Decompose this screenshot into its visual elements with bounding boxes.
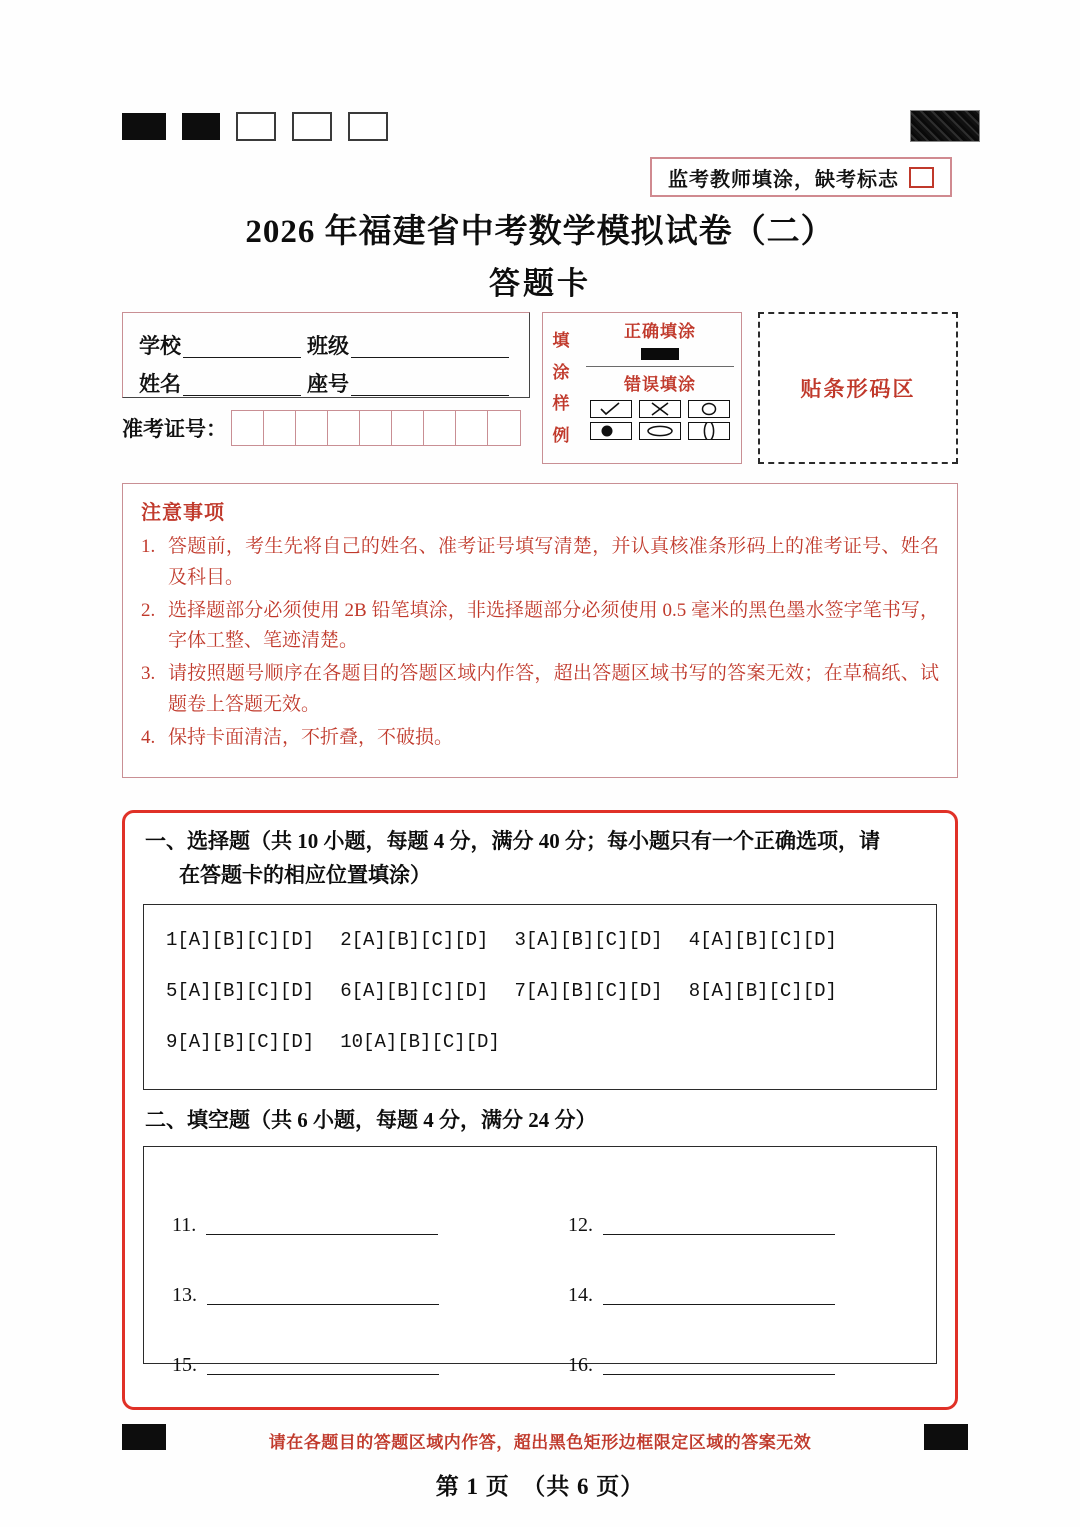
blank-number: 13. <box>172 1284 197 1307</box>
class-input[interactable] <box>351 333 509 358</box>
cross-icon <box>639 400 681 418</box>
student-field-box <box>122 312 530 398</box>
note-number: 4. <box>141 726 156 748</box>
correct-fill-mark <box>641 348 679 360</box>
note-number: 1. <box>141 536 156 557</box>
barcode-area-label: 贴条形码区 <box>800 377 916 401</box>
fill-example-main <box>579 313 741 463</box>
blank-item-11 <box>144 1173 540 1235</box>
absent-flag-label: 监考教师填涂，缺考标志 <box>668 168 899 191</box>
circle-outline-icon <box>688 400 730 418</box>
exam-id-cell[interactable] <box>456 411 488 445</box>
vertical-ellipse-icon <box>688 422 730 440</box>
note-item <box>141 723 939 754</box>
exam-id-cell[interactable] <box>264 411 296 445</box>
note-text: 选择题部分必须使用 2B 铅笔填涂，非选择题部分必须使用 0.5 毫米的黑色墨水签字笔书写，字体工整、笔迹清楚。 <box>168 599 939 652</box>
timing-mark-filled-1 <box>122 113 166 140</box>
wrong-fill-title: 错误填涂 <box>624 375 696 394</box>
fill-example-side-label <box>543 313 579 463</box>
exam-id-row <box>122 410 530 446</box>
choice-item-3[interactable]: 3[A][B][C][D] <box>514 929 663 952</box>
choice-item-6[interactable]: 6[A][B][C][D] <box>340 980 489 1003</box>
fill-side-char-4: 例 <box>552 426 570 446</box>
choice-item-1[interactable]: 1[A][B][C][D] <box>166 929 315 952</box>
student-fields <box>122 312 530 446</box>
student-info-strip <box>122 312 958 472</box>
seat-label: 座号 <box>307 372 349 396</box>
choice-answer-box <box>143 904 937 1090</box>
choice-item-10[interactable]: 10[A][B][C][D] <box>340 1031 500 1054</box>
choice-heading-line1: 一、选择题（共 10 小题，每题 4 分，满分 40 分；每小题只有一个正确选项，请 <box>145 829 880 853</box>
school-label: 学校 <box>139 334 181 358</box>
blank-input[interactable] <box>603 1216 835 1235</box>
fill-example-box <box>542 312 742 464</box>
filled-dot-icon <box>590 422 632 440</box>
barcode-area <box>758 312 958 464</box>
note-item <box>141 659 939 721</box>
note-text: 请按照题号顺序在各题目的答题区域内作答，超出答题区域书写的答案无效；在草稿纸、试题卷上答题无效。 <box>168 663 939 715</box>
blank-item-14 <box>540 1243 936 1305</box>
blank-input[interactable] <box>603 1286 835 1305</box>
timing-mark-hollow-2 <box>292 112 332 141</box>
exam-id-cell[interactable] <box>488 411 520 445</box>
exam-id-cell[interactable] <box>360 411 392 445</box>
blank-answer-box <box>143 1146 937 1377</box>
blank-input[interactable] <box>207 1356 439 1375</box>
blank-number: 11. <box>172 1214 197 1237</box>
blank-input[interactable] <box>206 1216 438 1235</box>
note-item <box>141 596 939 658</box>
exam-id-cell[interactable] <box>328 411 360 445</box>
absent-flag-checkbox[interactable] <box>909 167 934 188</box>
wrong-fill-row-2 <box>590 422 730 440</box>
choice-item-8[interactable]: 8[A][B][C][D] <box>688 980 837 1003</box>
class-label: 班级 <box>307 334 349 358</box>
answer-sections-frame <box>122 810 958 1410</box>
page-subtitle: 答题卡 <box>489 266 591 301</box>
school-class-line <box>139 322 515 360</box>
note-text: 答题前，考生先将自己的姓名、准考证号填写清楚，并认真核准条形码上的准考证号、姓名及科目。 <box>168 536 939 588</box>
footer-page-number: 第 1 页 （共 6 页） <box>435 1474 645 1499</box>
name-label: 姓名 <box>139 372 181 396</box>
blank-number: 16. <box>568 1354 593 1377</box>
choice-section-heading <box>125 813 955 892</box>
absent-flag-box <box>650 157 952 197</box>
timing-mark-hollow-3 <box>348 112 388 141</box>
choice-item-9[interactable]: 9[A][B][C][D] <box>166 1031 315 1054</box>
blank-item-12 <box>540 1173 936 1235</box>
name-input[interactable] <box>183 371 301 396</box>
footer-warning: 请在各题目的答题区域内作答，超出黑色矩形边框限定区域的答案无效 <box>268 1433 812 1452</box>
page-title: 2026 年福建省中考数学模拟试卷（二） <box>245 214 835 250</box>
choice-row <box>166 1031 936 1053</box>
choice-row <box>166 980 936 1002</box>
note-number: 2. <box>141 599 156 621</box>
blank-number: 12. <box>568 1214 593 1237</box>
fill-side-char-1: 填 <box>552 330 570 350</box>
timing-mark-filled-2 <box>182 113 220 140</box>
choice-item-2[interactable]: 2[A][B][C][D] <box>340 929 489 952</box>
fill-side-char-3: 样 <box>552 394 570 414</box>
school-input[interactable] <box>183 333 301 358</box>
fill-side-char-2: 涂 <box>552 362 570 382</box>
choice-item-4[interactable]: 4[A][B][C][D] <box>688 929 837 952</box>
wrong-fill-row-1 <box>590 400 730 418</box>
name-seat-line <box>139 360 515 398</box>
timing-mark-hollow-1 <box>236 112 276 141</box>
seat-input[interactable] <box>351 371 509 396</box>
blank-item-15 <box>144 1313 540 1375</box>
ellipse-icon <box>639 422 681 440</box>
check-icon <box>590 400 632 418</box>
choice-item-5[interactable]: 5[A][B][C][D] <box>166 980 315 1003</box>
note-text: 保持卡面清洁，不折叠，不破损。 <box>168 726 454 748</box>
blank-number: 14. <box>568 1284 593 1307</box>
choice-row <box>166 929 936 951</box>
exam-id-cell[interactable] <box>232 411 264 445</box>
exam-id-grid[interactable] <box>231 410 521 446</box>
notes-title: 注意事项 <box>141 502 225 524</box>
notes-box <box>122 483 958 778</box>
timing-marks-top <box>122 112 388 141</box>
exam-id-label: 准考证号： <box>122 417 227 441</box>
exam-id-cell[interactable] <box>392 411 424 445</box>
exam-id-cell[interactable] <box>296 411 328 445</box>
choice-item-7[interactable]: 7[A][B][C][D] <box>514 980 663 1003</box>
choice-heading-line2: 在答题卡的相应位置填涂） <box>179 862 431 887</box>
note-number: 3. <box>141 663 156 685</box>
wrong-fill-examples <box>590 400 730 440</box>
blank-section-heading: 二、填空题（共 6 小题，每题 4 分，满分 24 分） <box>145 1108 597 1133</box>
scan-noise-block <box>910 110 980 142</box>
note-item <box>141 532 939 594</box>
blank-number: 15. <box>172 1354 197 1377</box>
blank-item-13 <box>144 1243 540 1305</box>
blank-item-16 <box>540 1313 936 1375</box>
correct-fill-title: 正确填涂 <box>624 322 696 341</box>
blank-input[interactable] <box>603 1356 835 1375</box>
fill-example-divider <box>586 366 735 367</box>
blank-input[interactable] <box>207 1286 439 1305</box>
exam-id-cell[interactable] <box>424 411 456 445</box>
